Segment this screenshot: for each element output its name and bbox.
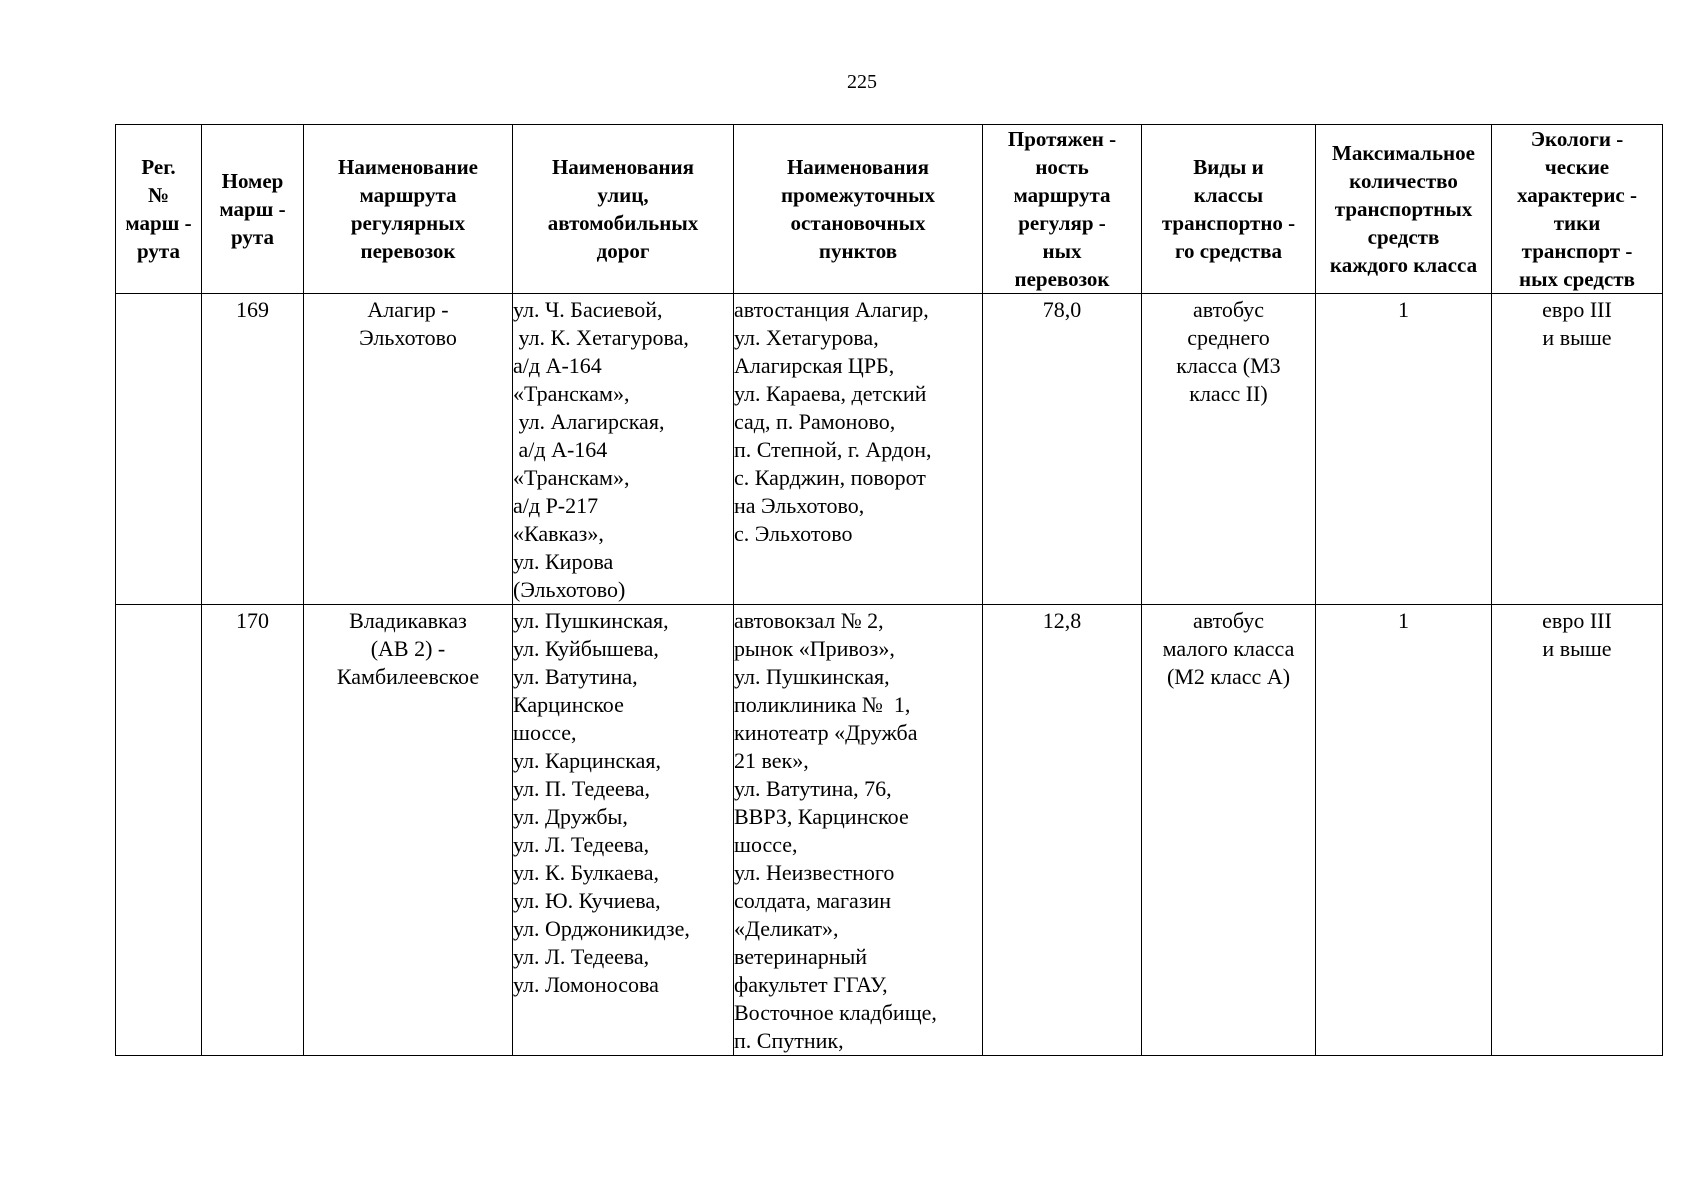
cell-line: «Деликат», xyxy=(734,916,839,941)
cell-stops xyxy=(734,605,983,1056)
cell-line: факультет ГГАУ, xyxy=(734,972,888,997)
cell-streets xyxy=(513,605,734,1056)
cell-line: Эльхотово xyxy=(359,325,457,350)
header-row xyxy=(116,125,1663,294)
cell-length: 12,8 xyxy=(983,605,1142,1056)
cell-line: Камбилеевское xyxy=(336,664,480,689)
cell-line: Алагир - xyxy=(367,297,449,322)
cell-line: Карцинское xyxy=(513,692,624,717)
cell-line: кинотеатр «Дружба xyxy=(734,720,918,745)
cell-route-number: 169 xyxy=(202,294,304,605)
cell-line: ул. Кирова xyxy=(513,549,614,574)
page-number: 225 xyxy=(847,71,877,93)
cell-line: (АВ 2) - xyxy=(370,636,446,661)
table-row xyxy=(116,605,1663,1056)
cell-length: 78,0 xyxy=(983,294,1142,605)
cell-line: 21 век», xyxy=(734,748,809,773)
cell-max-vehicles: 1 xyxy=(1316,294,1492,605)
cell-line: евро III xyxy=(1542,608,1612,633)
cell-line: п. Спутник, xyxy=(734,1028,844,1053)
cell-stops xyxy=(734,294,983,605)
cell-route-number: 170 xyxy=(202,605,304,1056)
cell-line: ул. К. Булкаева, xyxy=(513,860,660,885)
cell-line: «Кавказ», xyxy=(513,521,604,546)
cell-line: ул. П. Тедеева, xyxy=(513,776,651,801)
cell-line: ул. Пушкинская, xyxy=(734,664,890,689)
cell-line: Алагирская ЦРБ, xyxy=(734,353,895,378)
cell-line: ул. К. Хетагурова, xyxy=(513,325,689,350)
cell-line: автобус xyxy=(1192,608,1265,633)
cell-reg-number xyxy=(116,605,202,1056)
header-eco: Экологи - ческие характерис - тики транспорт - ных средств xyxy=(1492,125,1663,294)
header-stops: Наименования промежуточных остановочных пунктов xyxy=(734,125,983,294)
cell-line: ул. Ватутина, 76, xyxy=(734,776,892,801)
cell-line: п. Степной, г. Ардон, xyxy=(734,437,932,462)
stops-lines xyxy=(734,607,982,1055)
cell-max-vehicles: 1 xyxy=(1316,605,1492,1056)
eco-lines xyxy=(1492,607,1662,663)
cell-line: ул. Л. Тедеева, xyxy=(513,944,650,969)
route-name-lines xyxy=(304,607,512,691)
cell-line: ул. Куйбышева, xyxy=(513,636,659,661)
header-vehicle-class: Виды и классы транспортно - го средства xyxy=(1142,125,1316,294)
cell-line: и выше xyxy=(1542,636,1612,661)
cell-line: ул. Неизвестного xyxy=(734,860,895,885)
cell-line: ул. Л. Тедеева, xyxy=(513,832,650,857)
cell-line: ул. Пушкинская, xyxy=(513,608,669,633)
cell-line: а/д А-164 xyxy=(513,353,602,378)
header-reg-number: Рег. № марш - рута xyxy=(116,125,202,294)
cell-line: ул. Дружбы, xyxy=(513,804,628,829)
cell-line: евро III xyxy=(1542,297,1612,322)
cell-line: ул. Карцинская, xyxy=(513,748,661,773)
cell-line: с. Карджин, поворот xyxy=(734,465,926,490)
cell-line: (Эльхотово) xyxy=(513,577,626,602)
cell-line: класса (М3 xyxy=(1176,353,1281,378)
cell-line: ул. Караева, детский xyxy=(734,381,927,406)
cell-line: ул. Ватутина, xyxy=(513,664,638,689)
routes-table xyxy=(115,124,1663,1056)
cell-line: автобус xyxy=(1192,297,1265,322)
streets-lines xyxy=(513,607,733,999)
cell-line: «Транскам», xyxy=(513,381,630,406)
cell-line: среднего xyxy=(1187,325,1270,350)
cell-line: а/д А-164 xyxy=(513,437,608,462)
cell-line: а/д Р-217 xyxy=(513,493,599,518)
cell-line: поликлиника № 1, xyxy=(734,692,911,717)
vehicle-class-lines xyxy=(1142,296,1315,408)
table-row xyxy=(116,294,1663,605)
cell-line: шоссе, xyxy=(513,720,577,745)
cell-line: ул. Алагирская, xyxy=(513,409,665,434)
cell-eco xyxy=(1492,294,1663,605)
cell-line: и выше xyxy=(1542,325,1612,350)
cell-line: сад, п. Рамоново, xyxy=(734,409,896,434)
cell-line: Восточное кладбище, xyxy=(734,1000,937,1025)
cell-line: ветеринарный xyxy=(734,944,868,969)
cell-route-name xyxy=(304,294,513,605)
header-streets: Наименования улиц, автомобильных дорог xyxy=(513,125,734,294)
cell-line: с. Эльхотово xyxy=(734,521,853,546)
cell-line: на Эльхотово, xyxy=(734,493,865,518)
vehicle-class-lines xyxy=(1142,607,1315,691)
header-max-vehicles: Максимальное количество транспортных средств каждого класса xyxy=(1316,125,1492,294)
route-name-lines xyxy=(304,296,512,352)
cell-line: ул. Хетагурова, xyxy=(734,325,879,350)
header-length: Протяжен - ность маршрута регуляр - ных перевозок xyxy=(983,125,1142,294)
header-route-number: Номер марш - рута xyxy=(202,125,304,294)
cell-line: ул. Ломоносова xyxy=(513,972,659,997)
cell-line: «Транскам», xyxy=(513,465,630,490)
cell-line: шоссе, xyxy=(734,832,798,857)
cell-line: автовокзал № 2, xyxy=(734,608,884,633)
stops-lines xyxy=(734,296,982,548)
cell-vehicle-class xyxy=(1142,294,1316,605)
cell-line: рынок «Привоз», xyxy=(734,636,895,661)
cell-line: класс II) xyxy=(1189,381,1268,406)
cell-line: ул. Ч. Басиевой, xyxy=(513,297,663,322)
cell-line: (М2 класс А) xyxy=(1166,664,1291,689)
cell-line: Владикавказ xyxy=(349,608,467,633)
cell-eco xyxy=(1492,605,1663,1056)
cell-line: ул. Орджоникидзе, xyxy=(513,916,690,941)
cell-vehicle-class xyxy=(1142,605,1316,1056)
cell-streets xyxy=(513,294,734,605)
eco-lines xyxy=(1492,296,1662,352)
cell-reg-number xyxy=(116,294,202,605)
cell-line: ул. Ю. Кучиева, xyxy=(513,888,661,913)
cell-line: ВВРЗ, Карцинское xyxy=(734,804,909,829)
streets-lines xyxy=(513,296,733,604)
cell-line: малого класса xyxy=(1162,636,1295,661)
header-route-name: Наименование маршрута регулярных перевозок xyxy=(304,125,513,294)
cell-route-name xyxy=(304,605,513,1056)
cell-line: автостанция Алагир, xyxy=(734,297,929,322)
cell-line: солдата, магазин xyxy=(734,888,892,913)
